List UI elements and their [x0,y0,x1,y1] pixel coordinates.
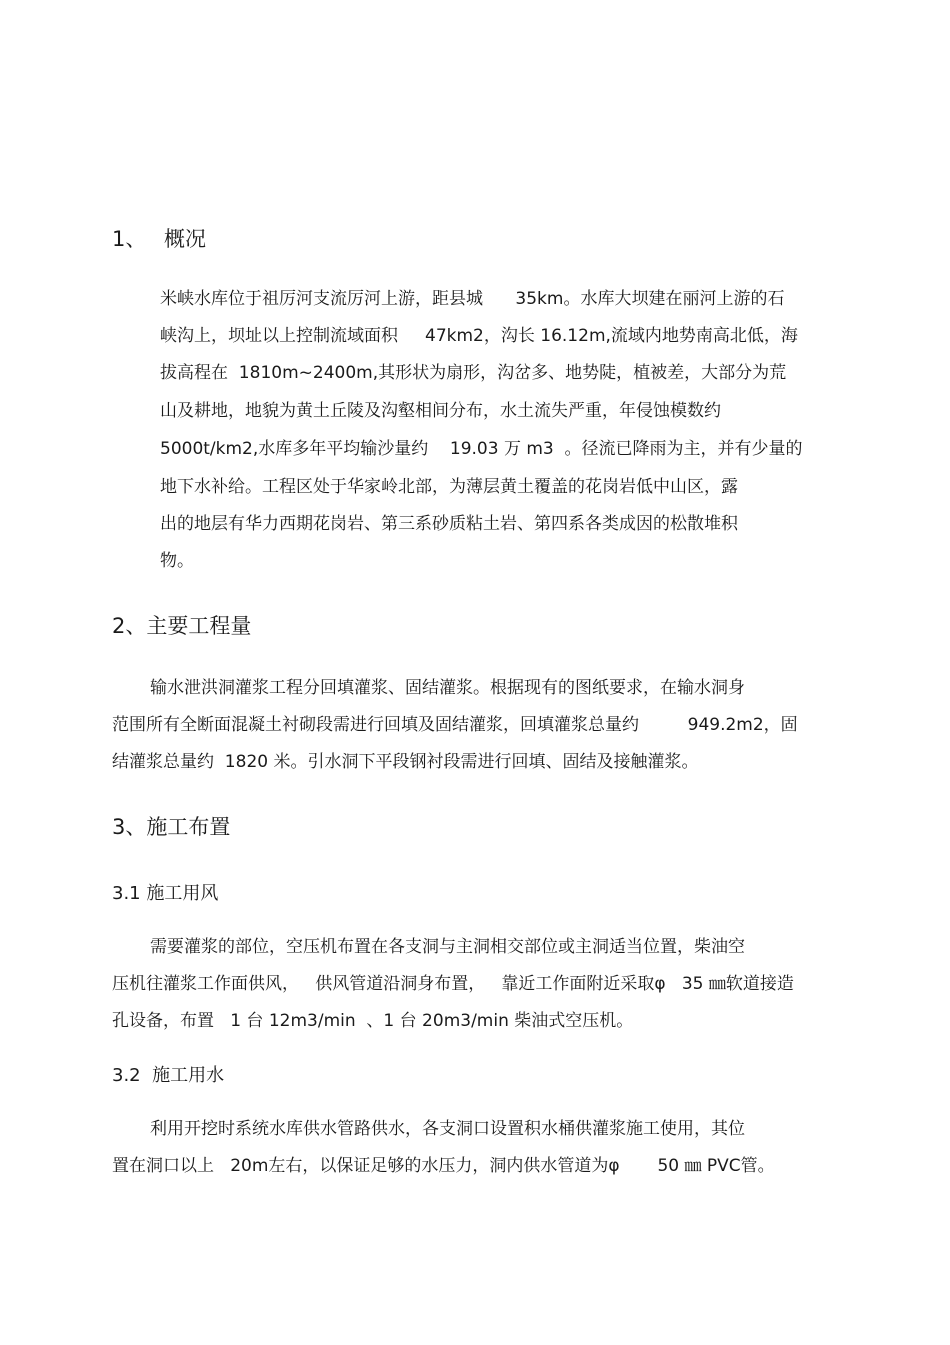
subsection-3-2-heading: 3.2 施工用水 [112,1065,225,1086]
section-2-line: 结灌浆总量约 1820 米。引水洞下平段钢衬段需进行回填、固结及接触灌浆。 [112,752,699,772]
section-1-number: 1、 [112,227,147,251]
section-1-line: 峡沟上，坝址以上控制流域面积 47km2，沟长 16.12m,流域内地势南高北低，海 [160,326,798,346]
subsection-3-1-line: 压机往灌浆工作面供风， 供风管道沿洞身布置， 靠近工作面附近采取φ 35 ㎜软道接造 [112,974,794,994]
subsection-3-2-line: 置在洞口以上 20m左右，以保证足够的水压力，洞内供水管道为φ 50 ㎜ PVC管。 [112,1156,775,1176]
subsection-3-1-heading: 3.1 施工用风 [112,883,219,904]
section-1-line: 出的地层有华力西期花岗岩、第三系砂质粘土岩、第四系各类成因的松散堆积 [160,514,738,534]
section-1-line: 米峡水库位于祖厉河支流厉河上游，距县城 35km。水库大坝建在丽河上游的石 [160,289,785,309]
section-2-line: 范围所有全断面混凝土衬砌段需进行回填及固结灌浆，回填灌浆总量约 949.2m2，固 [112,715,798,735]
subsection-3-2-line: 利用开挖时系统水库供水管路供水，各支洞口设置积水桶供灌浆施工使用，其位 [150,1119,745,1139]
section-3-heading: 3、施工布置 [112,815,231,839]
section-2-heading: 2、主要工程量 [112,614,252,638]
section-1-line: 物。 [160,551,194,571]
section-1-line: 地下水补给。工程区处于华家岭北部，为薄层黄土覆盖的花岗岩低中山区，露 [160,477,738,497]
section-1-title: 概况 [164,227,206,251]
section-1-line: 5000t/km2,水库多年平均输沙量约 19.03 万 m3 。径流已降雨为主，并有少量的 [160,439,803,459]
section-2-line: 输水泄洪洞灌浆工程分回填灌浆、固结灌浆。根据现有的图纸要求，在输水洞身 [150,678,745,698]
section-1-line: 山及耕地，地貌为黄土丘陵及沟壑相间分布，水土流失严重，年侵蚀模数约 [160,401,721,421]
subsection-3-1-line: 孔设备，布置 1 台 12m3/min 、1 台 20m3/min 柴油式空压机。 [112,1011,634,1031]
section-1-line: 拔高程在 1810m~2400m,其形状为扇形，沟岔多、地势陡，植被差，大部分为荒 [160,363,787,383]
subsection-3-1-line: 需要灌浆的部位，空压机布置在各支洞与主洞相交部位或主洞适当位置，柴油空 [150,937,745,957]
